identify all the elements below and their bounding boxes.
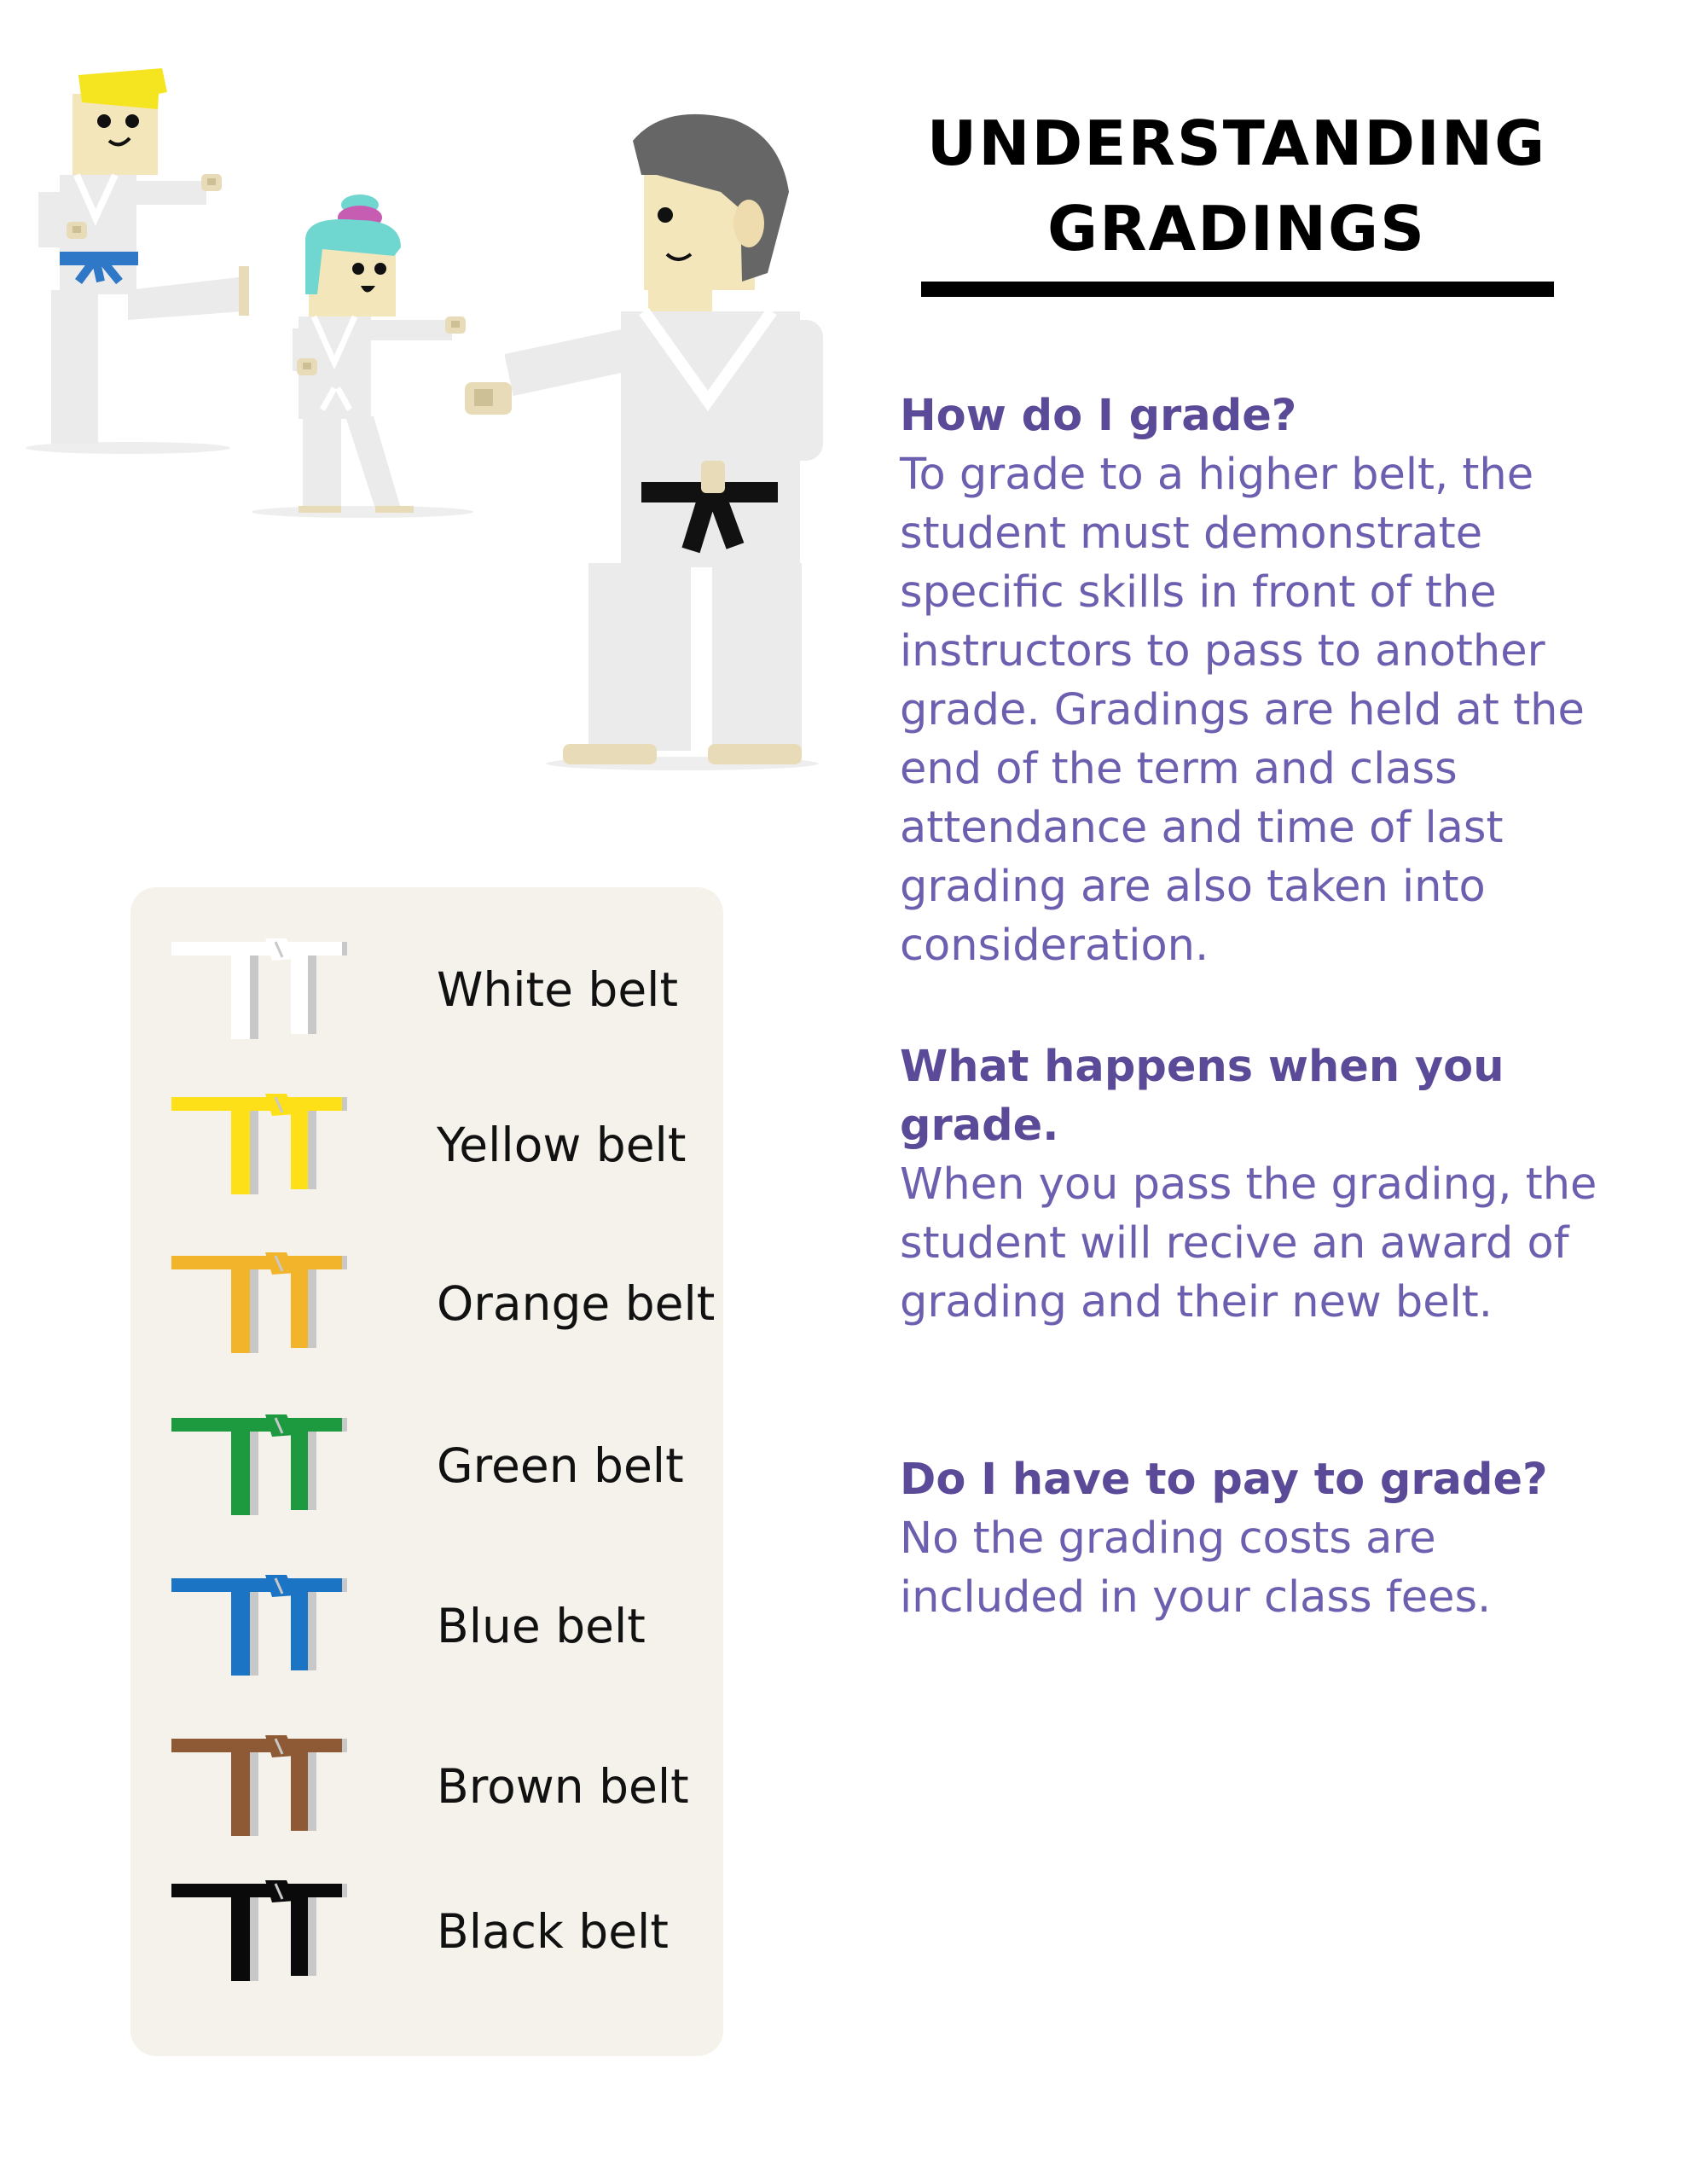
belt-label: Blue belt (437, 1599, 646, 1653)
belt-label: Orange belt (437, 1276, 716, 1331)
belt-label: Green belt (437, 1438, 684, 1493)
black-belt-icon (171, 1880, 347, 1983)
belt-item-green (130, 1406, 723, 1525)
blue-belt-icon (171, 1575, 347, 1677)
blue-belt-student-figure (26, 68, 249, 454)
black-belt-instructor-figure (465, 114, 823, 770)
belt-label: Brown belt (437, 1759, 689, 1814)
belt-item-yellow (130, 1085, 723, 1205)
belt-item-white (130, 930, 723, 1049)
belt-label: Yellow belt (437, 1118, 687, 1172)
belt-item-orange (130, 1244, 723, 1363)
belt-label: Black belt (437, 1904, 669, 1959)
faq-question: Do I have to pay to grade? (900, 1455, 1548, 1505)
title-underline (921, 282, 1554, 297)
green-belt-icon (171, 1414, 347, 1517)
yellow-belt-icon (171, 1094, 347, 1196)
belt-item-black (130, 1872, 723, 1991)
page-title-line-1: UNDERSTANDING (926, 107, 1547, 179)
brown-belt-icon (171, 1735, 347, 1838)
belt-label: White belt (437, 962, 679, 1017)
faq-answer: To grade to a higher belt, the student must demonstrate specific skills in front of the instructors to pass to another grade. Gradings are held at the end of the term and class attendance and time of last grading are also taken into consideration. (900, 450, 1585, 971)
white-belt-student-figure (252, 195, 473, 518)
faq-question: How do I grade? (900, 391, 1297, 441)
belt-item-blue (130, 1566, 723, 1686)
white-belt-icon (171, 938, 347, 1041)
belt-item-brown (130, 1727, 723, 1846)
faq-question: What happens when you grade. (900, 1042, 1504, 1151)
faq-cost (900, 1450, 1633, 1627)
belt-list-panel (130, 887, 723, 2056)
page-title (913, 101, 1561, 271)
faq-what-happens (900, 1037, 1633, 1332)
faq-how-to-grade (900, 386, 1633, 975)
faq-answer: No the grading costs are included in your class fees. (900, 1513, 1492, 1623)
faq-answer: When you pass the grading, the student will recive an award of grading and their new belt. (900, 1159, 1597, 1327)
karate-students-illustration (0, 0, 853, 819)
page-title-line-2: GRADINGS (1046, 193, 1427, 264)
orange-belt-icon (171, 1252, 347, 1355)
